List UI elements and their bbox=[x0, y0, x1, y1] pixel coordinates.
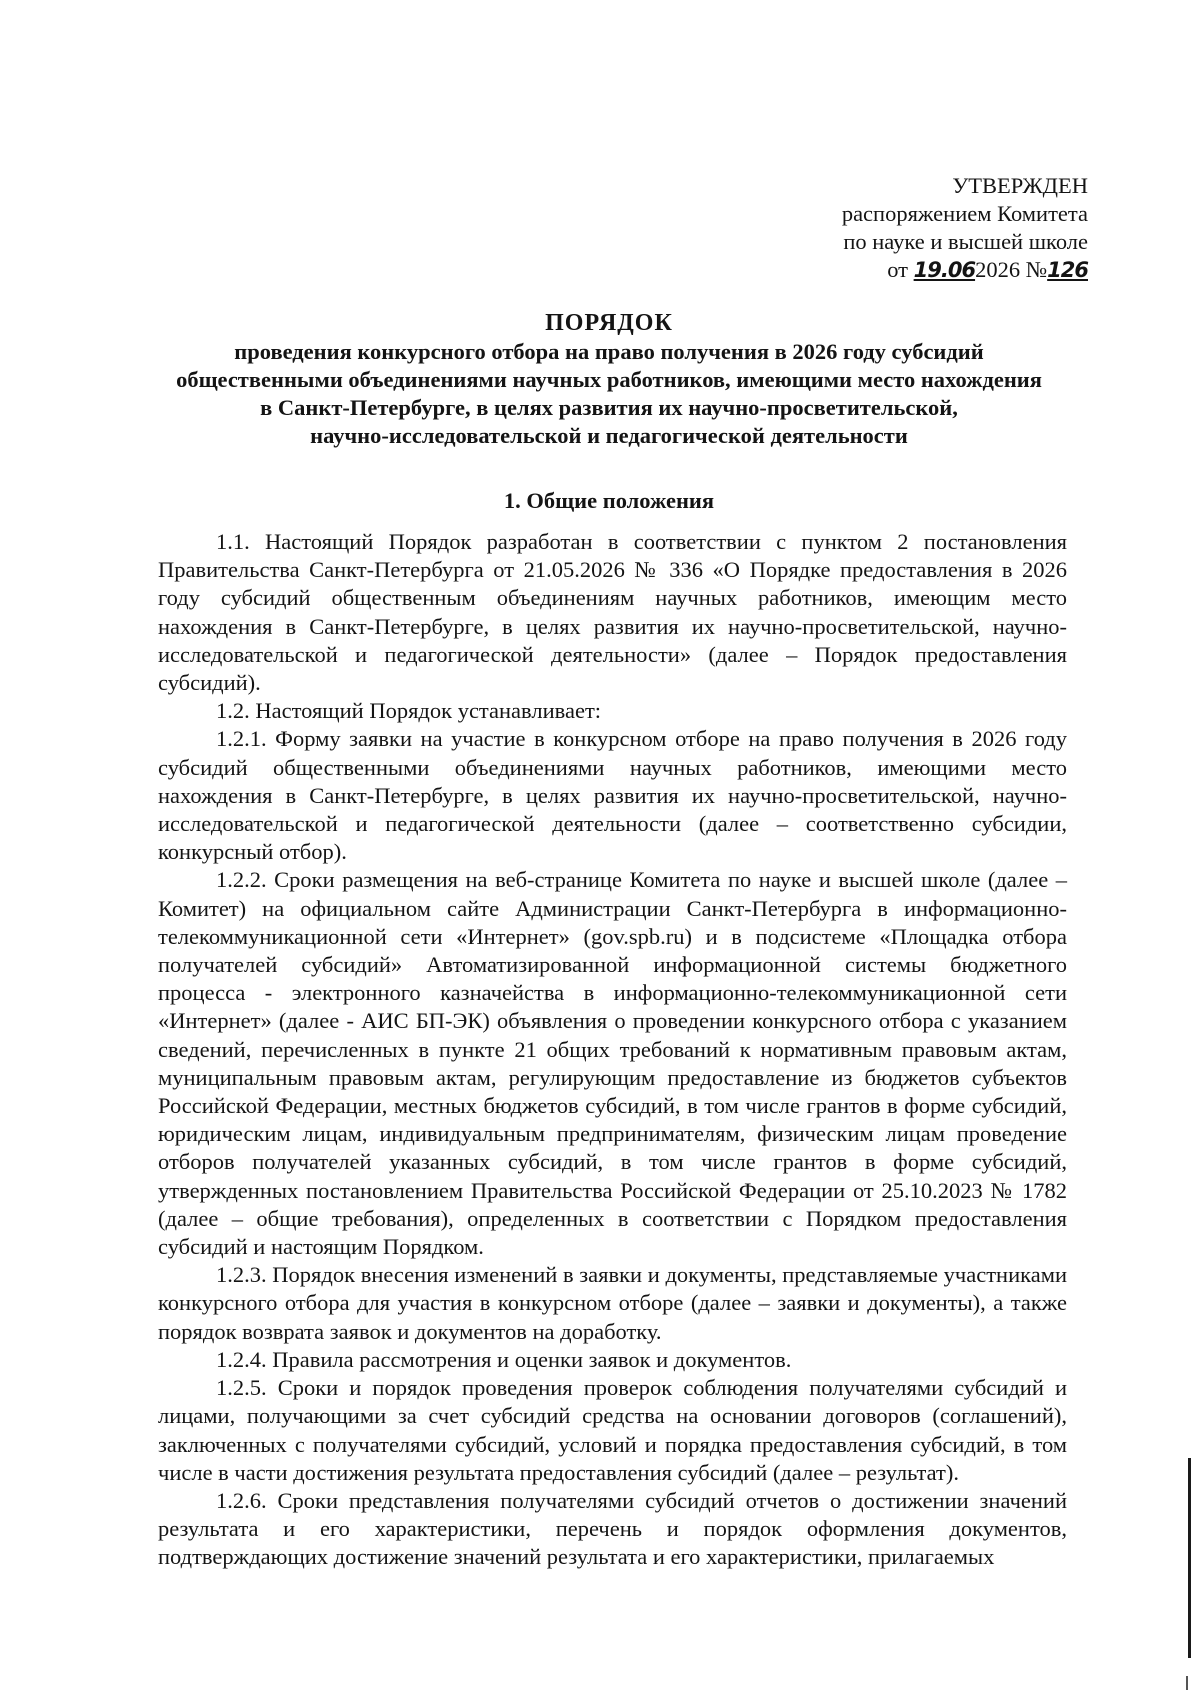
subtitle-line: в Санкт-Петербурге, в целях развития их научно-просветительской, bbox=[260, 395, 958, 420]
approval-approved: УТВЕРЖДЕН bbox=[952, 173, 1088, 198]
paragraph: 1.2.4. Правила рассмотрения и оценки заявок и документов. bbox=[216, 1346, 792, 1372]
date-prefix: от bbox=[887, 257, 908, 282]
paragraph: 1.2. Настоящий Порядок устанавливает: bbox=[216, 698, 602, 724]
handwritten-number: 126 bbox=[1047, 258, 1088, 282]
section-heading: 1. Общие положения bbox=[503, 488, 715, 513]
handwritten-date: 19.06 bbox=[913, 258, 976, 282]
scan-edge-mark bbox=[1188, 1458, 1191, 1658]
subtitle-line: общественными объединениями научных работников, имеющими место нахождения bbox=[176, 367, 1042, 392]
document-title-block bbox=[150, 308, 1068, 450]
paragraph: 1.2.2. Сроки размещения на веб-странице Комитета по науке и высшей школе (далее – Комитет) на официальном сайте Администрации Санкт-Петербурга в информационно-телекоммуникационной сети «Интернет» (gov.spb.ru) и в подсистеме «Площадка отбора получателей субсидий» Автоматизированной информационной системы бюджетного процесса - электронного казначейства в информационно-телекоммуникационной сети «Интернет» (далее - АИС БП-ЭК) объявления о проведении конкурсного отбора с указанием сведений, перечисленных в пункте 21 общих требований к нормативным правовым актам, муниципальным правовым актам, регулирующим предоставление из бюджетов субъектов Российской Федерации, местных бюджетов субсидий, в том числе грантов в форме субсидий, юридическим лицам, индивидуальным предпринимателям, физическим лицам проведение отборов получателей указанных субсидий, в том числе грантов в форме субсидий, утвержденных постановлением Правительства Российской Федерации от 25.10.2023 № 1782 (далее – общие требования), определенных в соответствии с Порядком предоставления субсидий и настоящим Порядком. bbox=[158, 867, 1067, 1260]
approval-committee: по науке и высшей школе bbox=[843, 229, 1088, 254]
scan-edge-mark bbox=[1186, 1676, 1188, 1690]
approval-stamp bbox=[842, 172, 1088, 284]
document-body bbox=[158, 528, 1067, 1572]
date-year: 2026 № bbox=[975, 257, 1048, 282]
paragraph: 1.2.3. Порядок внесения изменений в заявки и документы, представляемые участниками конкурсного отбора для участия в конкурсном отборе (далее – заявки и документы), а также порядок возврата заявок и документов на доработку. bbox=[158, 1262, 1067, 1344]
approval-order: распоряжением Комитета bbox=[841, 201, 1088, 226]
paragraph: 1.2.5. Сроки и порядок проведения проверок соблюдения получателями субсидий и лицами, получающими за счет субсидий средства на основании договоров (соглашений), заключенных с получателями субсидий, условий и порядка предоставления субсидий, в том числе в части достижения результата предоставления субсидий (далее – результат). bbox=[158, 1375, 1067, 1485]
paragraph: 1.2.1. Форму заявки на участие в конкурсном отборе на право получения в 2026 году субсидий общественными объединениями научных работников, имеющими место нахождения в Санкт-Петербурге, в целях развития их научно-просветительской, научно-исследовательской и педагогической деятельности (далее – соответственно субсидии, конкурсный отбор). bbox=[158, 726, 1067, 865]
paragraph: 1.1. Настоящий Порядок разработан в соответствии с пунктом 2 постановления Правительства Санкт-Петербурга от 21.05.2026 № 336 «О Порядке предоставления в 2026 году субсидий общественным объединениям научных работников, имеющим место нахождения в Санкт-Петербурге, в целях развития их научно-просветительской, научно-исследовательской и педагогической деятельности» (далее – Порядок предоставления субсидий). bbox=[158, 529, 1067, 696]
document-title: ПОРЯДОК bbox=[545, 310, 673, 336]
approval-date-line bbox=[842, 256, 1088, 284]
subtitle-line: проведения конкурсного отбора на право получения в 2026 году субсидий bbox=[234, 339, 984, 364]
paragraph: 1.2.6. Сроки представления получателями субсидий отчетов о достижении значений результата и его характеристики, перечень и порядок оформления документов, подтверждающих достижение значений результата и его характеристики, прилагаемых bbox=[158, 1487, 1067, 1570]
subtitle-line: научно-исследовательской и педагогической деятельности bbox=[310, 423, 908, 448]
